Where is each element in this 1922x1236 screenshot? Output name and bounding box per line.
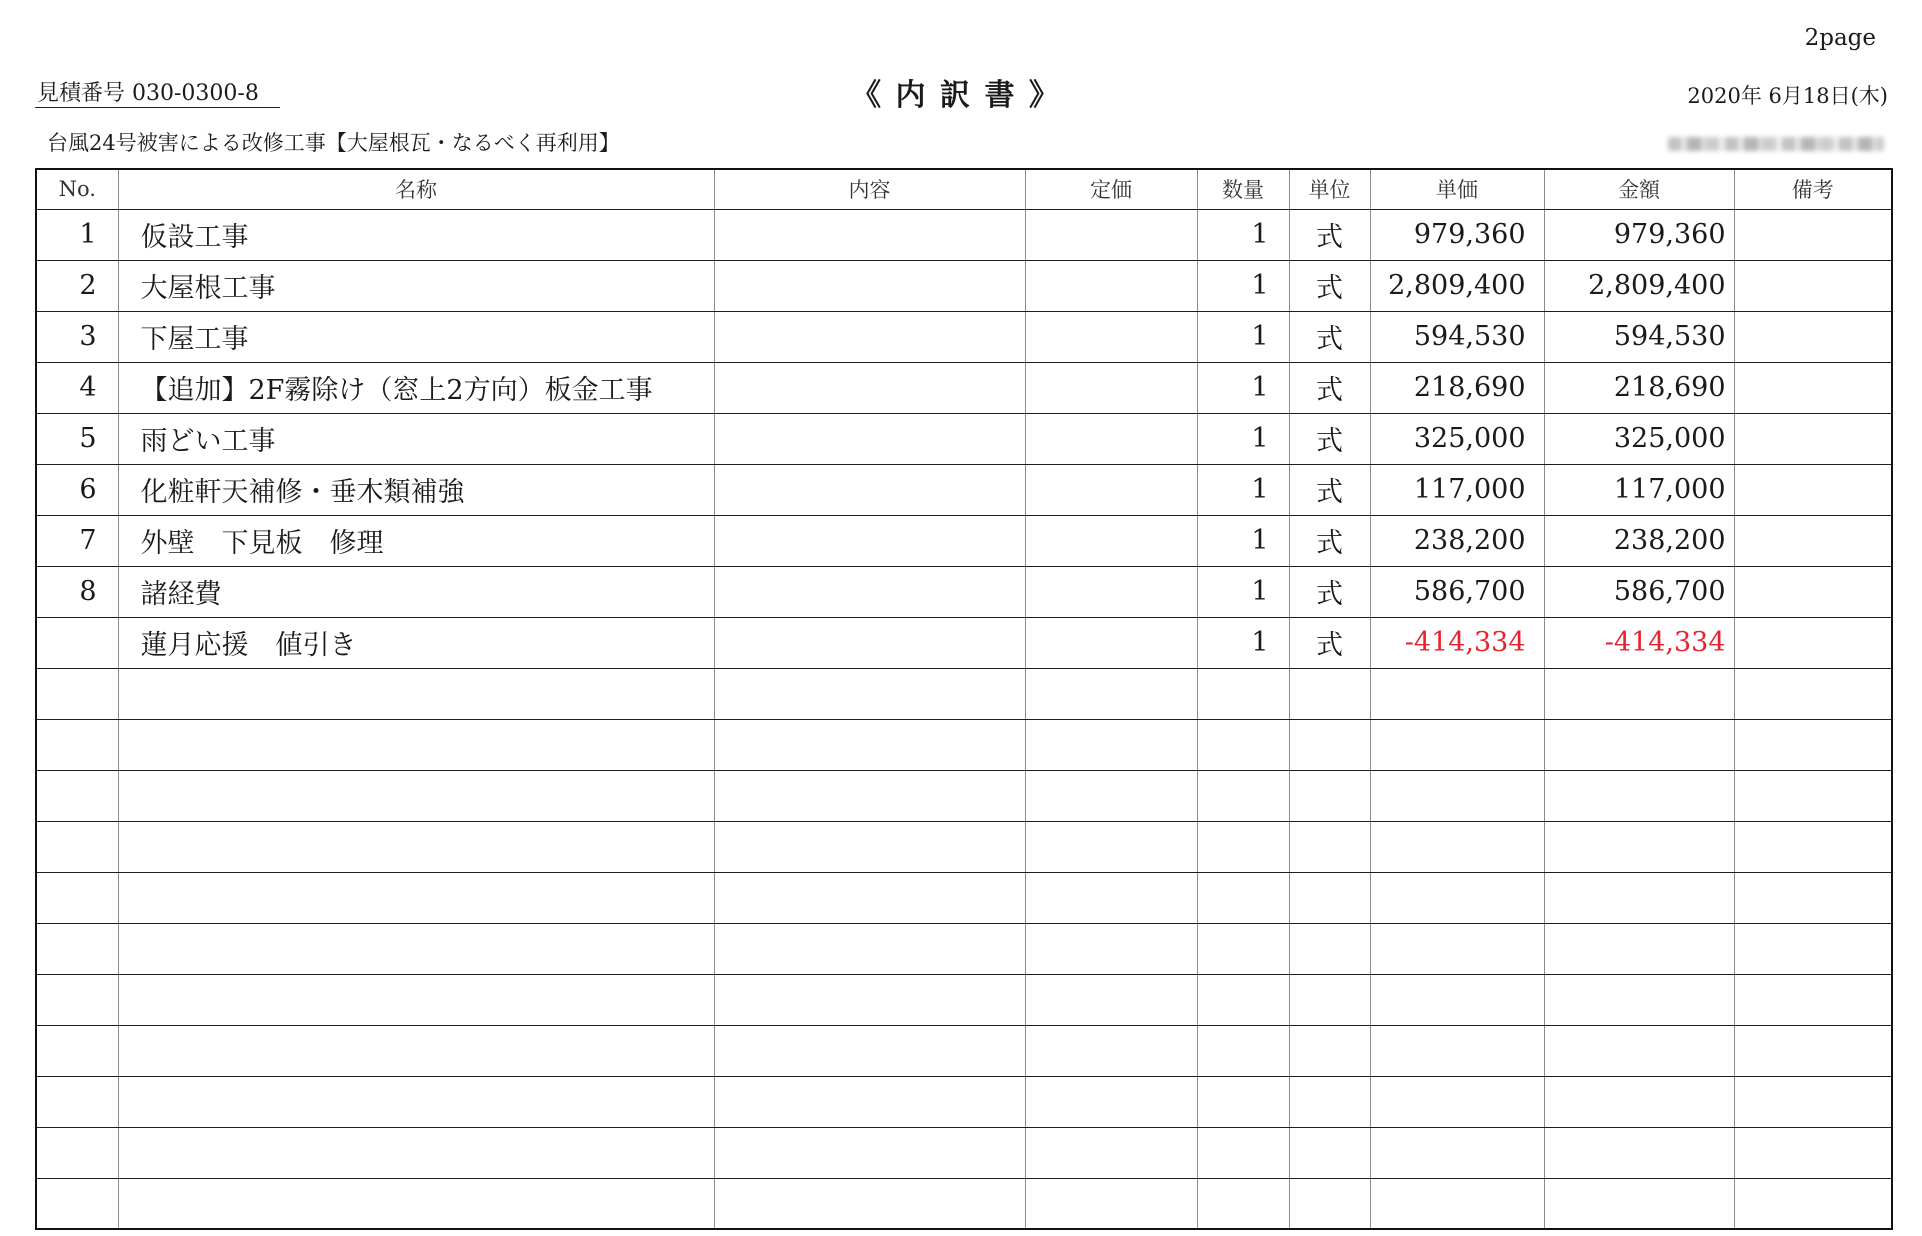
cell-content-empty [714,770,1025,821]
cell-name: 化粧軒天補修・垂木類補強 [118,464,714,515]
empty-table-row [36,1076,1892,1127]
cell-name-empty [118,872,714,923]
cell-amount: 2,809,400 [1544,260,1734,311]
table-row [36,617,1892,668]
cell-unit-price-empty [1370,872,1544,923]
cell-content [714,617,1025,668]
cell-list-price-empty [1025,770,1197,821]
cell-list-price [1025,617,1197,668]
cell-content [714,362,1025,413]
cell-name-empty [118,668,714,719]
empty-table-row [36,770,1892,821]
cell-no: 4 [36,362,118,413]
cell-amount: 325,000 [1544,413,1734,464]
cell-list-price-empty [1025,821,1197,872]
cell-list-price [1025,311,1197,362]
cell-name: 雨どい工事 [118,413,714,464]
cell-unit: 式 [1289,311,1370,362]
cell-amount: 594,530 [1544,311,1734,362]
cell-quantity: 1 [1197,515,1289,566]
cell-name-empty [118,770,714,821]
cell-name: 外壁 下見板 修理 [118,515,714,566]
cell-list-price [1025,362,1197,413]
cell-unit-price: 2,809,400 [1370,260,1544,311]
cell-name: 下屋工事 [118,311,714,362]
cell-quantity-empty [1197,719,1289,770]
cell-no-empty [36,974,118,1025]
cell-amount: 117,000 [1544,464,1734,515]
cell-name: 蓮月応援 値引き [118,617,714,668]
cell-unit-price: 117,000 [1370,464,1544,515]
table-row [36,311,1892,362]
cell-remarks-empty [1734,1076,1892,1127]
cell-remarks-empty [1734,1178,1892,1229]
cell-unit: 式 [1289,464,1370,515]
cell-no-empty [36,923,118,974]
cell-remarks [1734,515,1892,566]
cell-amount: 238,200 [1544,515,1734,566]
cell-name-empty [118,1025,714,1076]
cell-remarks-empty [1734,821,1892,872]
header-name: 名称 [118,169,714,209]
cell-quantity-empty [1197,872,1289,923]
cell-quantity-empty [1197,821,1289,872]
blurred-block [1668,137,1884,151]
table-row [36,566,1892,617]
cell-no-empty [36,1178,118,1229]
cell-quantity: 1 [1197,413,1289,464]
header-remarks: 備考 [1734,169,1892,209]
cell-quantity: 1 [1197,362,1289,413]
cell-unit-empty [1289,1127,1370,1178]
cell-content-empty [714,1076,1025,1127]
document-date: 2020年 6月18日(木) [1687,84,1888,108]
cell-amount-empty [1544,821,1734,872]
cell-name-empty [118,1076,714,1127]
table-body [36,209,1892,1229]
cell-unit-price-empty [1370,1178,1544,1229]
cell-unit-price: 325,000 [1370,413,1544,464]
cell-no: 3 [36,311,118,362]
empty-table-row [36,719,1892,770]
estimate-number: 見積番号 030-0300-8 [35,80,280,108]
cell-unit-empty [1289,668,1370,719]
document-title: 《 内 訳 書 》 [851,78,1061,113]
cell-remarks-empty [1734,1025,1892,1076]
cell-content [714,515,1025,566]
cell-content-empty [714,1178,1025,1229]
cell-remarks [1734,464,1892,515]
cell-no: 2 [36,260,118,311]
cell-unit-price-empty [1370,1076,1544,1127]
cell-amount-empty [1544,1076,1734,1127]
cell-remarks-empty [1734,770,1892,821]
cell-unit-empty [1289,1025,1370,1076]
cell-unit: 式 [1289,260,1370,311]
empty-table-row [36,668,1892,719]
cell-remarks [1734,617,1892,668]
cell-list-price-empty [1025,1025,1197,1076]
cell-name-empty [118,1178,714,1229]
cell-quantity-empty [1197,1076,1289,1127]
project-subject: 台風24号被害による改修工事【大屋根瓦・なるべく再利用】 [47,131,620,155]
cell-content [714,260,1025,311]
header-amount: 金額 [1544,169,1734,209]
cell-no-empty [36,668,118,719]
cell-quantity: 1 [1197,260,1289,311]
cell-name: 大屋根工事 [118,260,714,311]
empty-table-row [36,1127,1892,1178]
cell-unit-price: 979,360 [1370,209,1544,260]
cell-amount-empty [1544,719,1734,770]
cell-amount-empty [1544,668,1734,719]
table-header-row [36,169,1892,209]
cell-no [36,617,118,668]
cell-no-empty [36,719,118,770]
cell-unit-price: 586,700 [1370,566,1544,617]
cell-quantity-empty [1197,1178,1289,1229]
cell-unit-price-empty [1370,923,1544,974]
cell-remarks-empty [1734,974,1892,1025]
cell-list-price [1025,515,1197,566]
cell-content-empty [714,668,1025,719]
cell-unit: 式 [1289,566,1370,617]
cell-list-price [1025,209,1197,260]
empty-table-row [36,1025,1892,1076]
cell-remarks-empty [1734,1127,1892,1178]
cell-remarks [1734,311,1892,362]
cell-amount-empty [1544,770,1734,821]
cell-unit-price-empty [1370,1127,1544,1178]
cell-no-empty [36,1025,118,1076]
cell-no: 7 [36,515,118,566]
cell-amount-empty [1544,1127,1734,1178]
cell-no: 6 [36,464,118,515]
cell-list-price-empty [1025,1127,1197,1178]
cell-unit-price: 594,530 [1370,311,1544,362]
cell-unit-empty [1289,974,1370,1025]
cell-content-empty [714,974,1025,1025]
cell-list-price [1025,260,1197,311]
cell-content [714,311,1025,362]
cell-content [714,413,1025,464]
header-list-price: 定価 [1025,169,1197,209]
cell-quantity: 1 [1197,566,1289,617]
cell-content-empty [714,1025,1025,1076]
cell-no: 8 [36,566,118,617]
cell-quantity-empty [1197,668,1289,719]
cell-no-empty [36,821,118,872]
cell-remarks [1734,362,1892,413]
cell-list-price-empty [1025,974,1197,1025]
cell-unit: 式 [1289,617,1370,668]
breakdown-table [35,168,1893,1230]
table-row [36,209,1892,260]
cell-unit-empty [1289,872,1370,923]
cell-amount-empty [1544,1025,1734,1076]
table-row [36,362,1892,413]
cell-quantity-empty [1197,770,1289,821]
cell-unit-price-empty [1370,821,1544,872]
cell-unit-price-empty [1370,770,1544,821]
cell-no-empty [36,872,118,923]
cell-content [714,566,1025,617]
cell-unit-price-empty [1370,1025,1544,1076]
cell-content [714,464,1025,515]
cell-unit-empty [1289,1076,1370,1127]
cell-name-empty [118,1127,714,1178]
header-quantity: 数量 [1197,169,1289,209]
table-row [36,413,1892,464]
empty-table-row [36,821,1892,872]
cell-content-empty [714,719,1025,770]
cell-quantity-empty [1197,923,1289,974]
cell-remarks [1734,260,1892,311]
cell-unit-price: 238,200 [1370,515,1544,566]
cell-amount: -414,334 [1544,617,1734,668]
cell-list-price-empty [1025,719,1197,770]
cell-content [714,209,1025,260]
cell-no: 1 [36,209,118,260]
empty-table-row [36,1178,1892,1229]
cell-remarks-empty [1734,668,1892,719]
cell-content-empty [714,923,1025,974]
table-row [36,464,1892,515]
cell-remarks-empty [1734,923,1892,974]
cell-quantity-empty [1197,974,1289,1025]
cell-name-empty [118,821,714,872]
table-row [36,260,1892,311]
cell-amount-empty [1544,1178,1734,1229]
cell-unit-price: 218,690 [1370,362,1544,413]
cell-name-empty [118,923,714,974]
cell-unit-empty [1289,1178,1370,1229]
cell-list-price-empty [1025,872,1197,923]
cell-content-empty [714,821,1025,872]
cell-list-price [1025,464,1197,515]
cell-remarks-empty [1734,872,1892,923]
cell-no: 5 [36,413,118,464]
cell-amount-empty [1544,923,1734,974]
cell-list-price-empty [1025,668,1197,719]
cell-no-empty [36,770,118,821]
cell-unit-price-empty [1370,974,1544,1025]
cell-content-empty [714,872,1025,923]
cell-list-price-empty [1025,923,1197,974]
cell-list-price-empty [1025,1178,1197,1229]
cell-quantity-empty [1197,1025,1289,1076]
cell-quantity: 1 [1197,617,1289,668]
cell-list-price [1025,413,1197,464]
empty-table-row [36,923,1892,974]
cell-amount: 586,700 [1544,566,1734,617]
cell-list-price [1025,566,1197,617]
cell-quantity: 1 [1197,464,1289,515]
cell-quantity-empty [1197,1127,1289,1178]
cell-name: 諸経費 [118,566,714,617]
cell-unit: 式 [1289,362,1370,413]
header-no: No. [36,169,118,209]
cell-unit-price: -414,334 [1370,617,1544,668]
header-content: 内容 [714,169,1025,209]
cell-remarks [1734,209,1892,260]
cell-unit-empty [1289,821,1370,872]
cell-remarks [1734,566,1892,617]
cell-quantity: 1 [1197,311,1289,362]
cell-name: 仮設工事 [118,209,714,260]
cell-name-empty [118,974,714,1025]
cell-name: 【追加】2F霧除け（窓上2方向）板金工事 [118,362,714,413]
cell-no-empty [36,1076,118,1127]
cell-unit: 式 [1289,413,1370,464]
cell-quantity: 1 [1197,209,1289,260]
cell-unit-empty [1289,923,1370,974]
header-unit-price: 単価 [1370,169,1544,209]
cell-unit-price-empty [1370,719,1544,770]
cell-remarks-empty [1734,719,1892,770]
cell-list-price-empty [1025,1076,1197,1127]
cell-unit-empty [1289,719,1370,770]
empty-table-row [36,872,1892,923]
cell-unit-price-empty [1370,668,1544,719]
cell-unit-empty [1289,770,1370,821]
table-row [36,515,1892,566]
cell-name-empty [118,719,714,770]
cell-remarks [1734,413,1892,464]
page-number: 2page [1804,25,1876,51]
cell-no-empty [36,1127,118,1178]
cell-unit: 式 [1289,515,1370,566]
cell-amount: 979,360 [1544,209,1734,260]
cell-content-empty [714,1127,1025,1178]
cell-unit: 式 [1289,209,1370,260]
redacted-text-blur [1664,133,1888,155]
cell-amount-empty [1544,974,1734,1025]
header-unit: 単位 [1289,169,1370,209]
cell-amount: 218,690 [1544,362,1734,413]
cell-amount-empty [1544,872,1734,923]
empty-table-row [36,974,1892,1025]
